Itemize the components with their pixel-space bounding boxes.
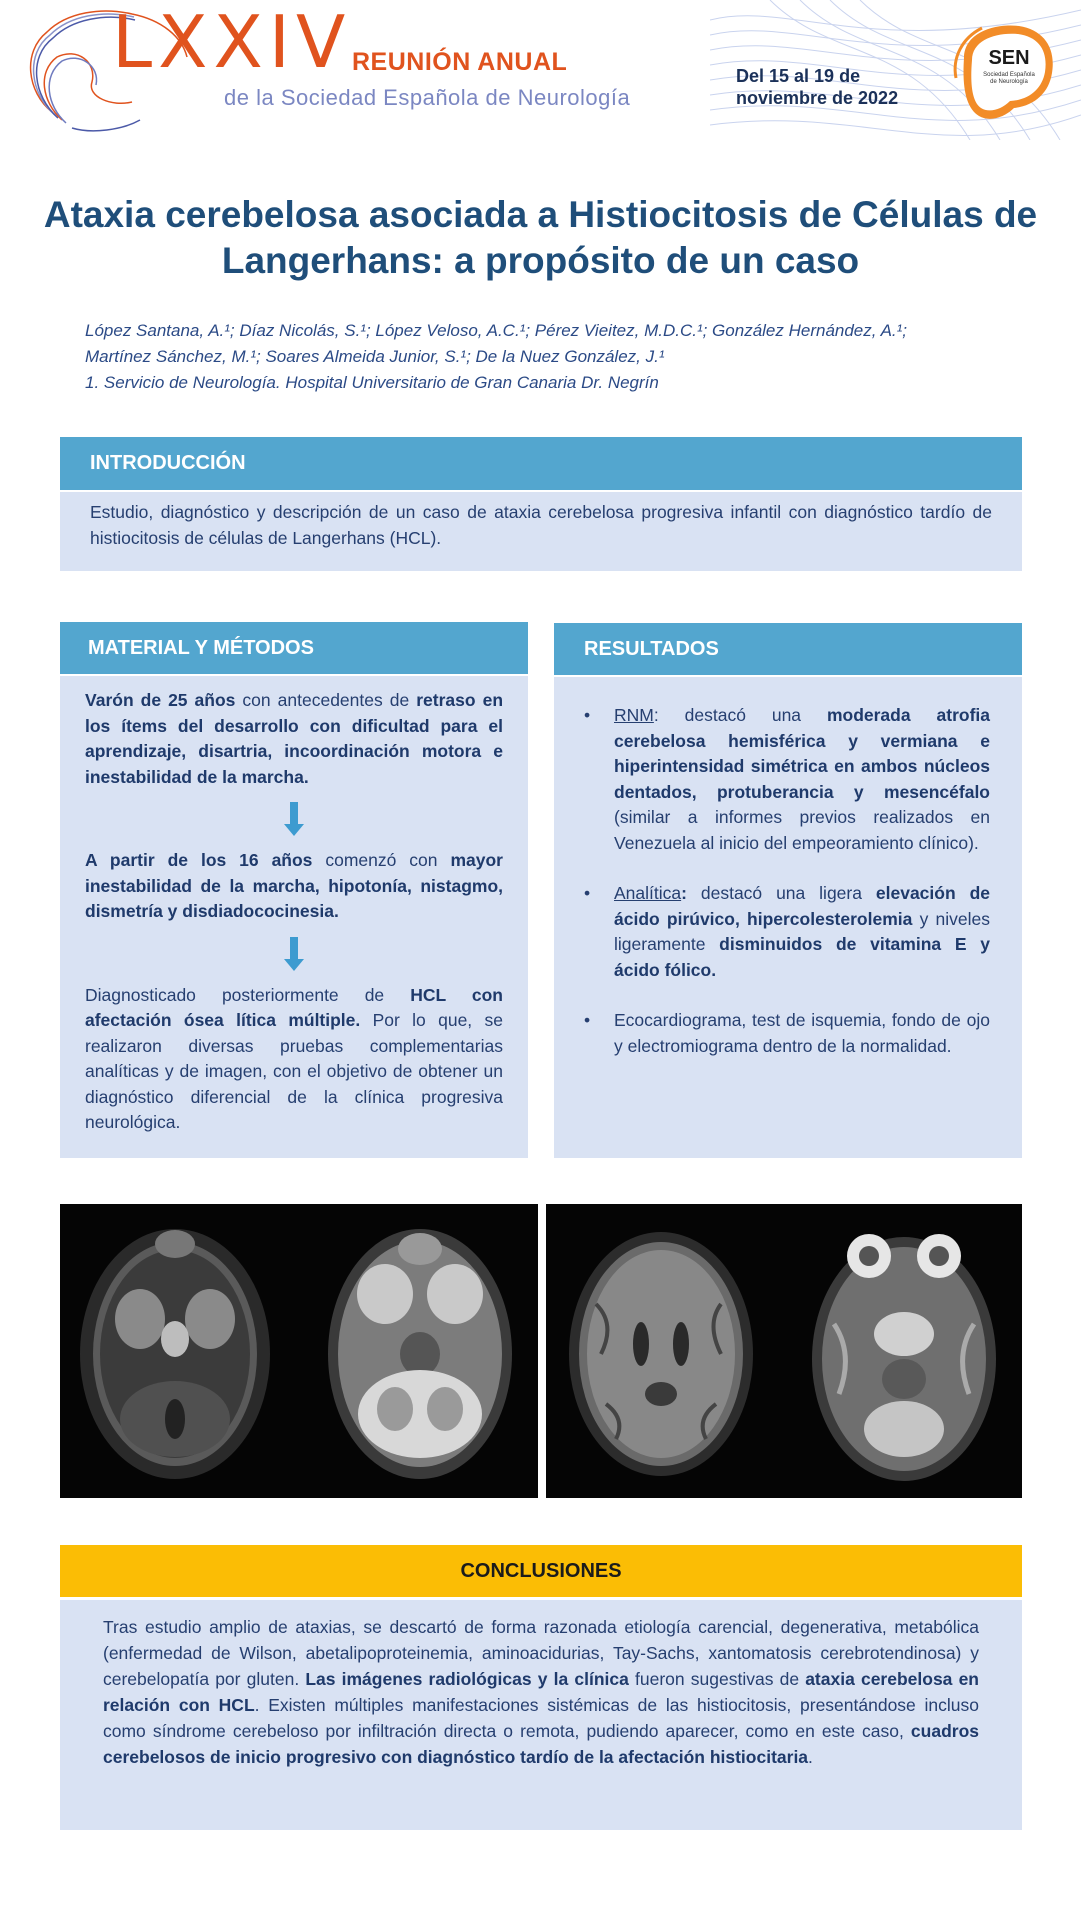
methods-p1-bold1: Varón de 25 años — [85, 690, 236, 710]
results-i1-bold1: moderada atrofia cerebelosa hemisférica y vermiana e hiperintensidad simétrica en ambos núcleos dentados, protuberancia y mesencéfalo — [614, 705, 990, 802]
concl-text4: . — [808, 1747, 813, 1767]
methods-p2-bold2: mayor inestabilidad de la marcha, hipotonía, nistagmo, dismetría y disdiadococinesia. — [85, 850, 503, 921]
results-i2-text1: destacó una ligera — [686, 883, 876, 903]
authors-line2: Martínez Sánchez, M.¹; Soares Almeida Junior, S.¹; De la Nuez González, J.¹ — [85, 347, 665, 366]
affiliation: 1. Servicio de Neurología. Hospital Universitario de Gran Canaria Dr. Negrín — [85, 373, 659, 392]
meeting-dates — [736, 65, 898, 109]
concl-bold3: cuadros cerebelosos de inicio progresivo con diagnóstico tardío de la afectación histiocitaria — [103, 1721, 979, 1767]
meeting-number: LXXIV — [112, 0, 352, 84]
results-i1-text2: (similar a informes previos realizados en Venezuela al inicio del empeoramiento clínico). — [614, 807, 990, 853]
methods-p3-bold1: HCL con afectación ósea lítica múltiple. — [85, 984, 503, 1030]
methods-paragraph-2 — [85, 848, 503, 925]
intro-heading: INTRODUCCIÓN — [60, 437, 1022, 490]
header-banner — [0, 0, 1081, 140]
bullet-icon: • — [584, 1010, 591, 1030]
sen-logo-sub1: Sociedad Española — [983, 72, 1035, 78]
title-line1: Ataxia cerebelosa asociada a Histiocitosis de Células de — [43, 194, 1038, 235]
results-i2-label: Analítica — [614, 883, 682, 903]
concl-bold1: Las imágenes radiológicas y la clínica — [305, 1669, 629, 1689]
authors-line1: López Santana, A.¹; Díaz Nicolás, S.¹; López Veloso, A.C.¹; Pérez Vieitez, M.D.C.¹; González Hernández, A.¹; — [85, 321, 908, 340]
results-item-rnm — [582, 703, 990, 856]
sen-logo-sub2: de Neurología — [990, 79, 1028, 85]
methods-paragraph-3 — [85, 983, 503, 1136]
methods-p3-text1: Diagnosticado posteriormente de — [85, 984, 411, 1005]
mri-images-strip — [60, 1204, 1022, 1498]
methods-p3-text2: Por lo que, se realizaron diversas pruebas complementarias analíticas y de imagen, con el objetivo de obtener un diagnóstico diferencial de la clínica progresiva neurológica. — [85, 1010, 503, 1132]
bullet-icon: • — [584, 883, 591, 903]
mri-gap — [538, 1204, 546, 1498]
poster-title — [30, 192, 1051, 284]
sen-logo — [944, 18, 1062, 126]
methods-p2-bold1: A partir de los 16 años — [85, 850, 313, 870]
arrow-down-icon — [284, 937, 304, 971]
results-heading: RESULTADOS — [554, 623, 1022, 675]
dates-line1: Del 15 al 19 de — [736, 66, 861, 86]
results-i2-bold2: disminuidos de vitamina E y ácido fólico. — [614, 934, 990, 980]
results-item-otros — [582, 1008, 990, 1059]
results-body — [554, 677, 1022, 1158]
methods-heading: MATERIAL Y MÉTODOS — [60, 622, 528, 674]
intro-body: Estudio, diagnóstico y descripción de un caso de ataxia cerebelosa progresiva infantil con diagnóstico tardío de histiocitosis de células de Langerhans (HCL). — [60, 492, 1022, 571]
mri-axial-t2-orbits — [784, 1204, 1022, 1498]
mri-axial-t2-posterior-fossa — [300, 1204, 538, 1498]
methods-body — [60, 676, 528, 1158]
results-i1-label: RNM — [614, 705, 654, 725]
mri-axial-t1-supratentorial — [546, 1204, 784, 1498]
results-i3-text1: Ecocardiograma, test de isquemia, fondo de ojo y electromiograma dentro de la normalidad. — [614, 1010, 990, 1056]
methods-p2-text1: comenzó con — [312, 850, 451, 870]
results-i2-text2: y niveles ligeramente — [614, 908, 990, 954]
concl-bold2: ataxia cerebelosa en relación con HCL — [103, 1669, 979, 1715]
concl-text1: Tras estudio amplio de ataxias, se descartó de forma razonada etiología carencial, degenerativa, metabólica (enfermedad de Wilson, abetalipoproteinemia, aminoacidurias, Tay-Sachs, xantomatosis cerebrotendinosa) y cerebelopatía por gluten. — [103, 1617, 979, 1689]
arrow-down-icon — [284, 802, 304, 836]
methods-p1-text1: con antecedentes de — [235, 690, 417, 710]
dates-line2: noviembre de 2022 — [736, 88, 899, 108]
results-i1-text1: : destacó una — [653, 705, 827, 725]
mri-axial-t1-posterior-fossa — [60, 1204, 300, 1498]
bullet-icon: • — [584, 705, 591, 725]
results-item-analitica — [582, 881, 990, 983]
conclusions-body — [60, 1600, 1022, 1830]
sen-logo-text: SEN — [988, 47, 1030, 69]
authors-block — [85, 318, 1045, 396]
results-list — [582, 703, 990, 1059]
concl-text2: fueron sugestivas de — [628, 1669, 806, 1689]
methods-paragraph-1 — [85, 688, 503, 790]
society-name: de la Sociedad Española de Neurología — [224, 85, 631, 110]
results-i2-bold1: elevación de ácido pirúvico, hipercolesterolemia — [614, 883, 990, 929]
meeting-name: REUNIÓN ANUAL — [352, 48, 568, 76]
methods-p1-bold2: retraso en los ítems del desarrollo con dificultad para el aprendizaje, disartria, incoordinación motora e inestabilidad de la marcha. — [85, 690, 504, 787]
title-line2: Langerhans: a propósito de un caso — [221, 240, 860, 281]
conclusions-heading: CONCLUSIONES — [60, 1545, 1022, 1597]
concl-text3: . Existen múltiples manifestaciones sistémicas de las histiocitosis, presentándose incluso como síndrome cerebeloso por infiltración directa o remota, pudiendo aparecer, como en este caso, — [103, 1695, 979, 1741]
results-i2-colon: : — [681, 883, 687, 903]
